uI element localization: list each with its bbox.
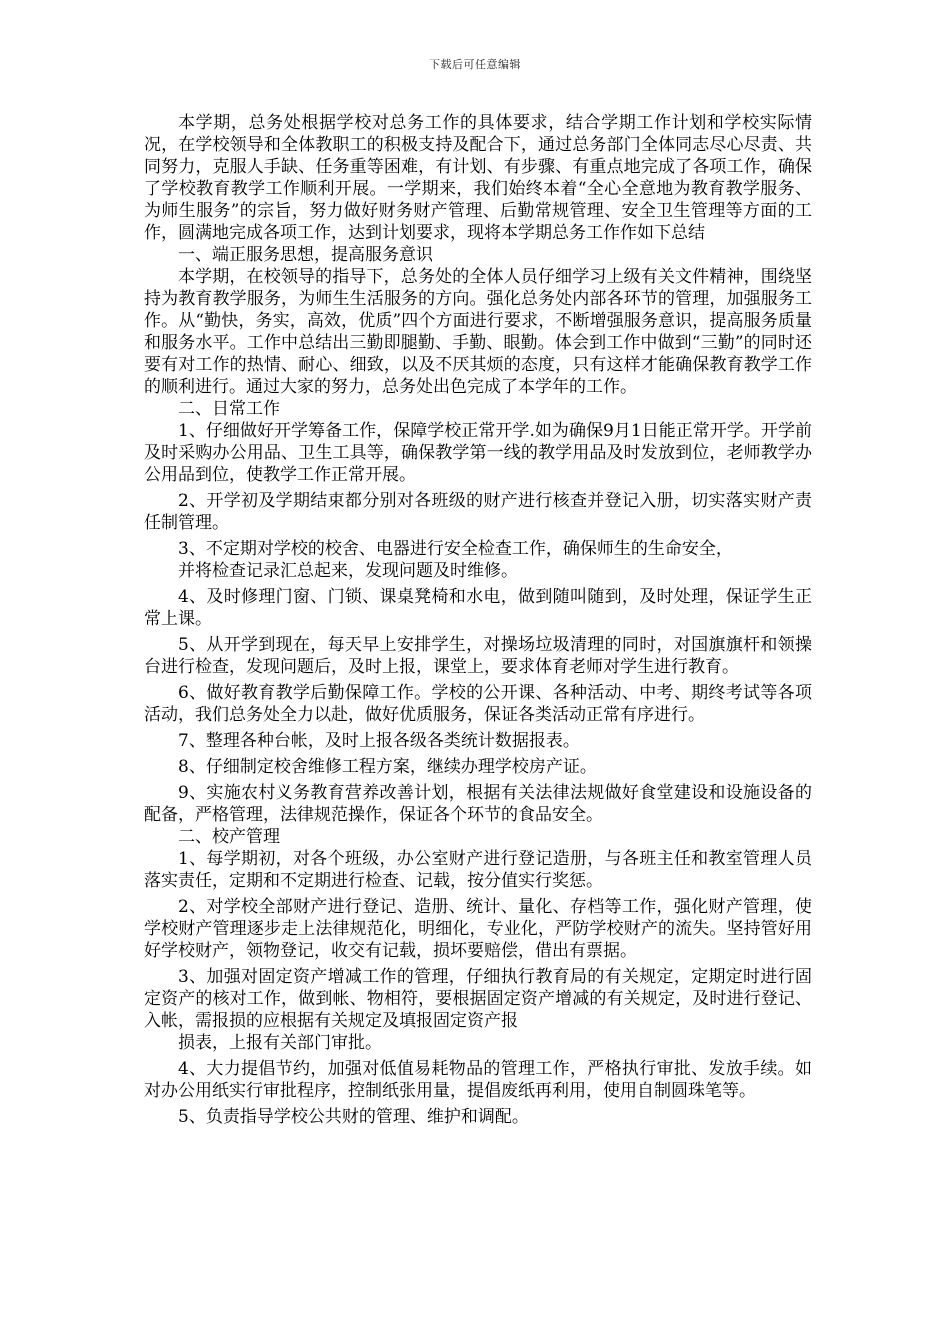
section-heading: 一、端正服务思想，提高服务意识 xyxy=(178,245,433,265)
paragraph: 9、实施农村义务教育营养改善计划，根据有关法律法规做好食堂建设和设施设备的配备，严格管理，法律规范操作，保证各个环节的食品安全。 xyxy=(144,783,812,825)
paragraph: 本学期，在校领导的指导下，总务处的全体人员仔细学习上级有关文件精神，围绕坚持为教育教学服务，为师生生活服务的方向。强化总务处内部各环节的管理，加强服务工作。从“勤快，务实，高效，优质”四个方面进行要求，不断增强服务意识，提高服务质量和服务水平。工作中总结出三勤即腿勤、手勤、眼勤。体会到工作中做到“三勤”的同时还要有对工作的热情、耐心、细致，以及不厌其烦的态度，只有这样才能确保教育教学工作的顺利进行。通过大家的努力，总务处出色完成了本学年的工作。 xyxy=(144,267,812,397)
paragraph: 4、及时修理门窗、门锁、课桌凳椅和水电，做到随叫随到，及时处理，保证学生正常上课。 xyxy=(144,587,812,629)
section-heading: 二、日常工作 xyxy=(178,399,280,419)
paragraph: 3、加强对固定资产增减工作的管理，仔细执行教育局的有关规定，定期定时进行固定资产的核对工作，做到帐、物相符，要根据固定资产增减的有关规定，及时进行登记、入帐，需报损的应根据有关规定及填报固定资产报 xyxy=(144,967,812,1031)
page-header: 下载后可任意编辑 xyxy=(429,58,521,71)
paragraph: 2、开学初及学期结束都分别对各班级的财产进行核查并登记入册，切实落实财产责任制管理。 xyxy=(144,491,812,533)
paragraph: 4、大力提倡节约，加强对低值易耗物品的管理工作，严格执行审批、发放手续。如对办公用纸实行审批程序，控制纸张用量，提倡废纸再利用，使用自制圆珠笔等。 xyxy=(144,1059,812,1101)
paragraph: 5、从开学到现在，每天早上安排学生，对操场垃圾清理的同时，对国旗旗杆和领操台进行检查，发现问题后，及时上报，课堂上，要求体育老师对学生进行教育。 xyxy=(144,635,812,677)
section-heading: 二、校产管理 xyxy=(178,827,280,847)
paragraph-continuation: 损表，上报有关部门审批。 xyxy=(178,1033,382,1053)
paragraph: 8、仔细制定校舍维修工程方案，继续办理学校房产证。 xyxy=(178,757,597,777)
paragraph: 2、对学校全部财产进行登记、造册、统计、量化、存档等工作，强化财产管理，使学校财产管理逐步走上法律规范化，明细化，专业化，严防学校财产的流失。坚持管好用好学校财产，领物登记，收交有记载，损坏要赔偿，借出有票据。 xyxy=(144,897,812,961)
paragraph: 6、做好教育教学后勤保障工作。学校的公开课、各种活动、中考、期终考试等各项活动，我们总务处全力以赴，做好优质服务，保证各类活动正常有序进行。 xyxy=(144,683,812,725)
paragraph: 7、整理各种台帐，及时上报各级各类统计数据报表。 xyxy=(178,731,580,751)
paragraph: 1、每学期初，对各个班级，办公室财产进行登记造册，与各班主任和教室管理人员落实责任，定期和不定期进行检查、记载，按分值实行奖惩。 xyxy=(144,849,812,891)
paragraph: 3、不定期对学校的校舍、电器进行安全检查工作，确保师生的生命安全， xyxy=(178,539,733,559)
paragraph-continuation: 并将检查记录汇总起来，发现问题及时维修。 xyxy=(178,561,518,581)
paragraph: 5、负责指导学校公共财的管理、维护和调配。 xyxy=(178,1107,529,1127)
paragraph: 本学期，总务处根据学校对总务工作的具体要求，结合学期工作计划和学校实际情况，在学校领导和全体教职工的积极支持及配合下，通过总务部门全体同志尽心尽责、共同努力，克服人手缺、任务重等困难，有计划、有步骤、有重点地完成了各项工作，确保了学校教育教学工作顺利开展。一学期来，我们始终本着“全心全意地为教育教学服务、为师生服务”的宗旨，努力做好财务财产管理、后勤常规管理、安全卫生管理等方面的工作，圆满地完成各项工作，达到计划要求，现将本学期总务工作作如下总结 xyxy=(144,113,812,243)
document-body xyxy=(144,112,812,1128)
paragraph: 1、仔细做好开学筹备工作，保障学校正常开学.如为确保9月1日能正常开学。开学前及时采购办公用品、卫生工具等，确保教学第一线的教学用品及时发放到位，老师教学办公用品到位，使教学工作正常开展。 xyxy=(144,421,812,485)
